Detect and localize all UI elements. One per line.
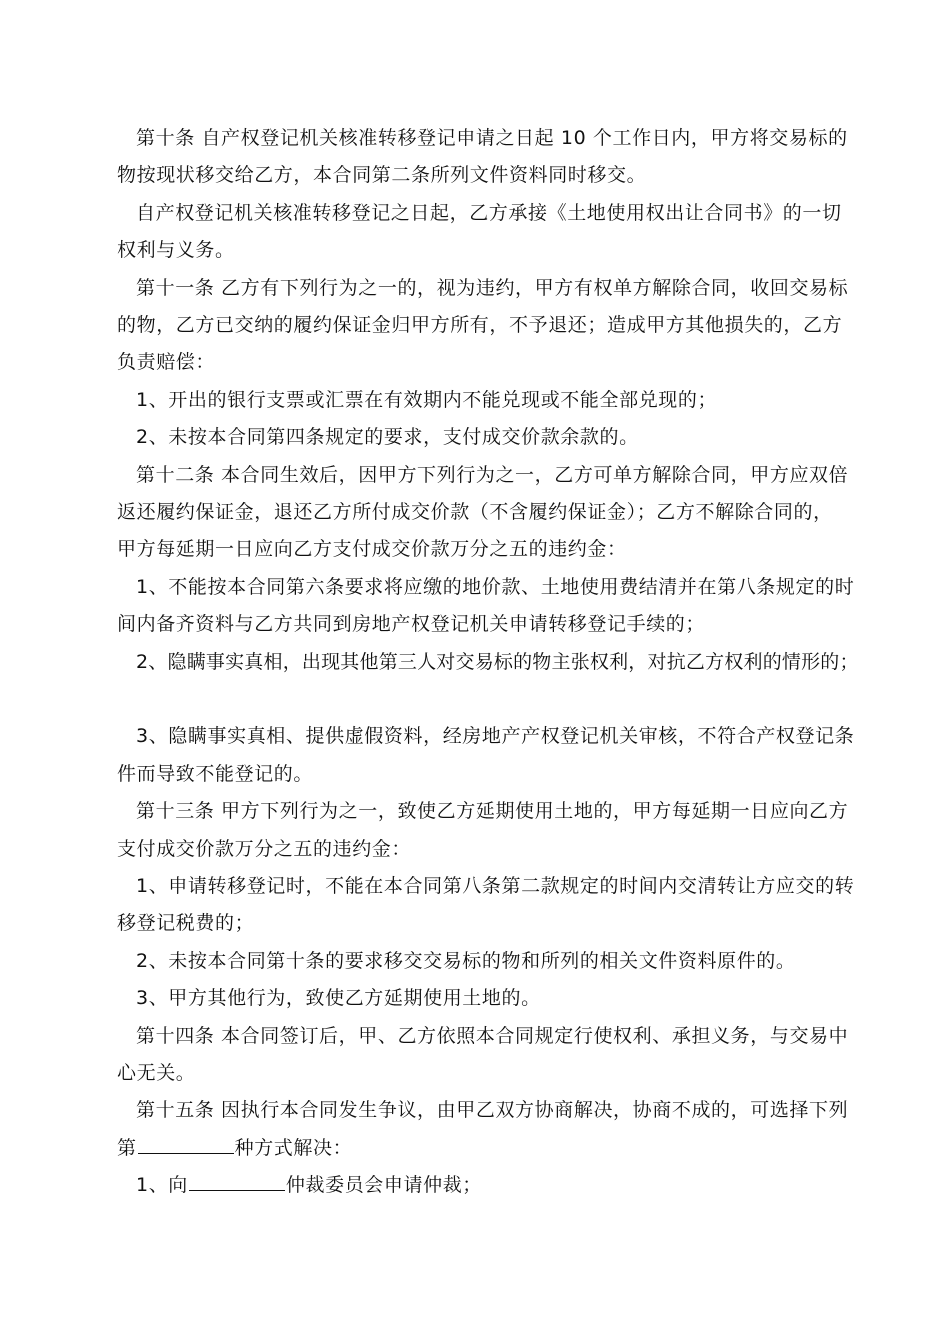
clause-12-line-2: 返还履约保证金，退还乙方所付成交价款（不含履约保证金）；乙方不解除合同的，: [117, 501, 833, 523]
clause-13-item-1-line-1: 1、申请转移登记时，不能在本合同第八条第二款规定的时间内交清转让方应交的转: [136, 875, 855, 897]
clause-11-line-2: 的物，乙方已交纳的履约保证金归甲方所有，不予退还；造成甲方其他损失的，乙方: [117, 314, 843, 336]
clause-15-choice-line: [117, 1135, 352, 1161]
clause-13-item-3: 3、甲方其他行为，致使乙方延期使用土地的。: [136, 987, 541, 1009]
arbitration-suffix: 仲裁委员会申请仲裁；: [285, 1174, 482, 1196]
clause-11-line-3: 负责赔偿：: [117, 351, 216, 373]
clause-12-item-3-line-2: 件而导致不能登记的。: [117, 763, 314, 785]
clause-12-item-1-line-2: 间内备齐资料与乙方共同到房地产权登记机关申请转移登记手续的；: [117, 613, 706, 635]
clause-10-para2-line-1: 自产权登记机关核准转移登记之日起，乙方承接《土地使用权出让合同书》的一切: [136, 202, 842, 224]
clause-13-item-2: 2、未按本合同第十条的要求移交交易标的物和所列的相关文件资料原件的。: [136, 950, 796, 972]
clause-12-item-2: 2、隐瞒事实真相，出现其他第三人对交易标的物主张权利，对抗乙方权利的情形的；: [136, 651, 859, 673]
arbitration-committee-blank-field[interactable]: [189, 1172, 285, 1191]
clause-12-item-3-line-1: 3、隐瞒事实真相、提供虚假资料，经房地产产权登记机关审核，不符合产权登记条: [136, 725, 855, 747]
clause-11-line-1: 第十一条 乙方有下列行为之一的，视为违约，甲方有权单方解除合同，收回交易标: [136, 277, 849, 299]
clause-13-line-1: 第十三条 甲方下列行为之一，致使乙方延期使用土地的，甲方每延期一日应向乙方: [136, 800, 849, 822]
clause-13-item-1-line-2: 移登记税费的；: [117, 912, 255, 934]
clause-13-line-2: 支付成交价款万分之五的违约金：: [117, 838, 412, 860]
clause-12-line-3: 甲方每延期一日应向乙方支付成交价款万分之五的违约金：: [117, 538, 627, 560]
clause-15-item-1: [136, 1172, 482, 1198]
clause-14-line-2: 心无关。: [117, 1062, 196, 1084]
clause-11-item-1: 1、开出的银行支票或汇票在有效期内不能兑现或不能全部兑现的；: [136, 389, 718, 411]
clause-11-item-2: 2、未按本合同第四条规定的要求，支付成交价款余款的。: [136, 426, 639, 448]
choice-suffix: 种方式解决：: [234, 1137, 353, 1159]
clause-14-line-1: 第十四条 本合同签订后，甲、乙方依照本合同规定行使权利、承担义务，与交易中: [136, 1025, 849, 1047]
clause-10-para2-line-2: 权利与义务。: [117, 239, 235, 261]
clause-10-line-1: 第十条 自产权登记机关核准转移登记申请之日起 10 个工作日内，甲方将交易标的: [136, 127, 848, 149]
choice-blank-field[interactable]: [138, 1135, 234, 1154]
clause-12-item-1-line-1: 1、不能按本合同第六条要求将应缴的地价款、土地使用费结清并在第八条规定的时: [136, 576, 855, 598]
choice-prefix: 第: [117, 1137, 137, 1159]
clause-10-line-2: 物按现状移交给乙方，本合同第二条所列文件资料同时移交。: [117, 164, 647, 186]
clause-12-line-1: 第十二条 本合同生效后，因甲方下列行为之一，乙方可单方解除合同，甲方应双倍: [136, 464, 849, 486]
clause-15-line-1: 第十五条 因执行本合同发生争议，由甲乙双方协商解决，协商不成的，可选择下列: [136, 1099, 849, 1121]
arbitration-prefix: 1、向: [136, 1174, 188, 1196]
